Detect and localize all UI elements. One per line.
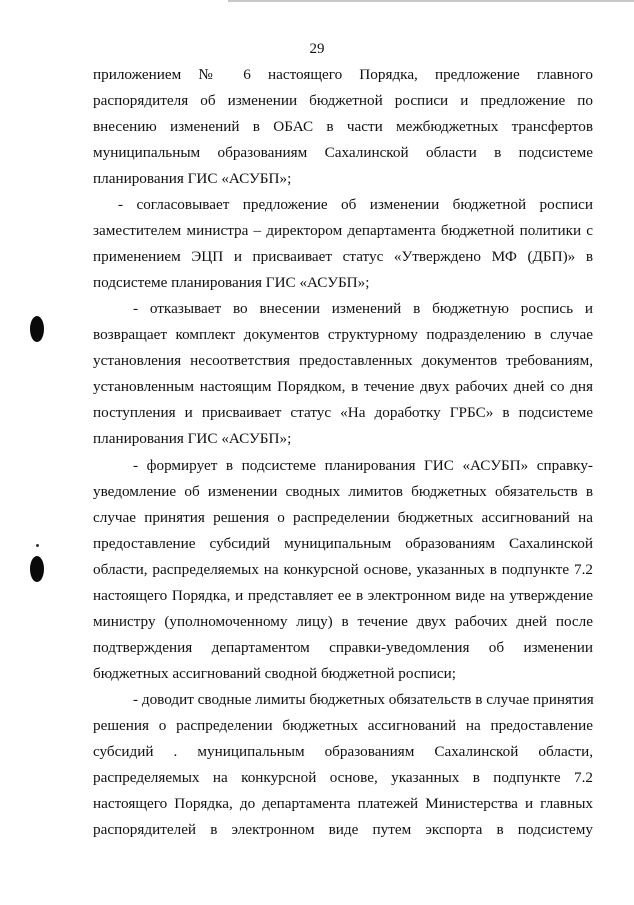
text-line: области, распределяемых на конкурсной основе, указанных в подпункте 7.2 [93,561,593,578]
text-line: - доводит сводные лимиты бюджетных обязательств в случае принятия [133,691,594,708]
text-line: установления несоответствия предоставленных документов требованиям, [93,352,593,369]
text-line: применением ЭЦП и присваивает статус «Утверждено МФ (ДБП)» в [93,248,593,265]
text-line: возвращает комплект документов структурному подразделению в случае [93,326,593,343]
punch-hole-bottom [30,556,44,582]
text-line: - отказывает во внесении изменений в бюджетную роспись и [133,300,593,317]
punch-hole-top [30,316,44,342]
text-line: подтверждения департаментом справки-уведомления об изменении [93,639,593,656]
scan-top-edge [228,0,634,2]
text-line: планирования ГИС «АСУБП»; [93,170,292,187]
text-line: предоставление субсидий муниципальным образованиям Сахалинской [93,535,593,552]
text-line: внесению изменений в ОБАС в части межбюджетных трансфертов [93,118,593,135]
text-line: бюджетных ассигнований сводной бюджетной росписи; [93,665,456,682]
text-line: распорядителя об изменении бюджетной росписи и предложение по [93,92,593,109]
text-line: настоящего Порядка, и представляет ее в электронном виде на утверждение [93,587,593,604]
text-line: приложением № 6 настоящего Порядка, предложение главного [93,66,593,83]
text-line: планирования ГИС «АСУБП»; [93,430,292,447]
scan-speck [36,544,39,547]
page-number: 29 [309,41,325,57]
text-line: министру (уполномоченному лицу) в течение двух рабочих дней после [93,613,593,630]
text-line: субсидий . муниципальным образованиям Сахалинской области, [93,743,593,760]
text-line: распорядителей в электронном виде путем экспорта в подсистему [93,821,593,838]
text-line: - формирует в подсистеме планирования ГИС «АСУБП» справку- [133,457,593,474]
text-line: подсистеме планирования ГИС «АСУБП»; [93,274,370,291]
text-line: - согласовывает предложение об изменении бюджетной росписи [118,196,593,213]
text-line: настоящего Порядка, до департамента платежей Министерства и главных [93,795,593,812]
text-line: распределяемых на конкурсной основе, указанных в подпункте 7.2 [93,769,593,786]
text-line: установленным настоящим Порядком, в течение двух рабочих дней со дня [93,378,593,395]
text-line: решения о распределении бюджетных ассигнований на предоставление [93,717,593,734]
text-line: муниципальным образованиям Сахалинской области в подсистеме [93,144,593,161]
text-line: поступления и присваивает статус «На доработку ГРБС» в подсистеме [93,404,593,421]
text-line: случае принятия решения о распределении бюджетных ассигнований на [93,509,593,526]
text-line: заместителем министра – директором департамента бюджетной политики с [93,222,593,239]
text-line: уведомление об изменении сводных лимитов бюджетных обязательств в [93,483,593,500]
